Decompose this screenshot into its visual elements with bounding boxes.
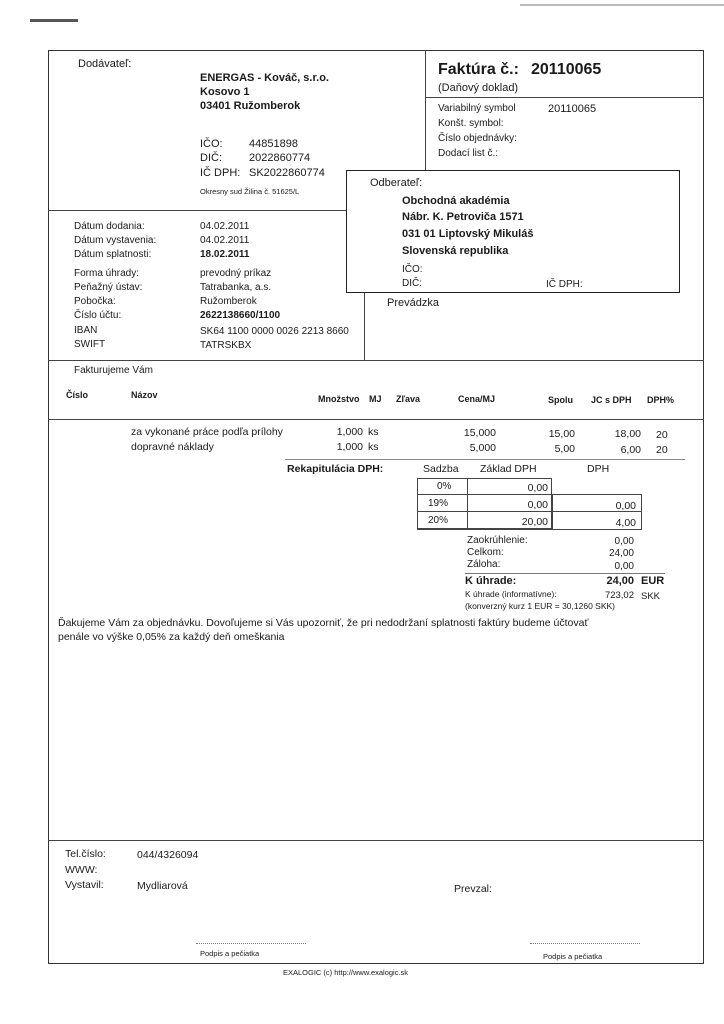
recap-separator — [285, 459, 685, 460]
invoice-order-label: Číslo objednávky: — [438, 133, 517, 144]
col-header-qty: Množstvo — [318, 394, 360, 404]
conversion-rate-note: (konverzný kurz 1 EUR = 30,1260 SKK) — [465, 601, 615, 611]
info-amount-label: K úhrade (informatívne): — [465, 589, 557, 599]
recap-vat: 0,00 — [615, 500, 636, 512]
supplier-icdph-label: IČ DPH: — [200, 167, 241, 179]
supplier-name: ENERGAS - Kováč, s.r.o. — [200, 72, 329, 84]
recap-base: 20,00 — [521, 516, 548, 528]
buyer-city: 031 01 Liptovský Mikuláš — [402, 228, 534, 240]
invoice-ks-label: Konšt. symbol: — [438, 118, 504, 129]
advance-value: 0,00 — [614, 561, 634, 572]
signature-label-right: Podpis a pečiatka — [543, 952, 603, 961]
invoice-delivery-label: Dodací list č.: — [438, 148, 499, 159]
supplier-ico: 44851898 — [249, 138, 298, 150]
item-unit-vat: 18,00 — [614, 428, 641, 440]
recap-rate: 19% — [428, 498, 449, 509]
divider-supplier-bottom — [48, 210, 346, 211]
due-date: 18.02.2011 — [200, 249, 250, 260]
recap-rate-header: Sadzba — [423, 463, 459, 475]
bank-branch-label: Pobočka: — [74, 296, 116, 307]
issue-date: 04.02.2011 — [200, 235, 250, 246]
item-unit: ks — [368, 441, 379, 453]
supplier-court: Okresny sud Žilina č. 51625/L — [200, 187, 300, 196]
delivery-date-label: Dátum dodania: — [74, 221, 145, 232]
rounding-value: 0,00 — [614, 536, 634, 547]
buyer-country: Slovenská republika — [402, 245, 509, 257]
divider-items-header — [48, 419, 704, 420]
divider-vertical-top — [425, 50, 426, 170]
invoice-subtitle: (Daňový doklad) — [438, 82, 519, 94]
supplier-dic: 2022860774 — [249, 152, 311, 164]
recap-grid-row — [417, 494, 642, 495]
recap-rate: 20% — [428, 515, 449, 526]
item-vat-pct: 20 — [656, 444, 668, 456]
buyer-label: Odberateľ: — [370, 177, 423, 189]
recap-grid-col — [467, 478, 468, 529]
account-label: Číslo účtu: — [74, 310, 122, 321]
item-unit-vat: 6,00 — [620, 444, 641, 456]
info-amount-value: 723,02 — [604, 590, 634, 601]
payment-form: prevodný príkaz — [200, 268, 272, 279]
recap-vat-col-left — [552, 494, 553, 529]
col-header-vat-pct: DPH% — [647, 395, 675, 405]
supplier-city: 03401 Ružomberok — [200, 100, 301, 112]
col-header-discount: Zľava — [396, 394, 420, 404]
top-edge-mark — [30, 19, 78, 22]
items-intro: Fakturujeme Vám — [74, 365, 153, 376]
info-amount-currency: SKK — [641, 591, 661, 602]
www-label: WWW: — [65, 864, 98, 876]
account-number: 2622138660/1100 — [200, 310, 281, 321]
total-label: Celkom: — [467, 547, 504, 558]
recap-vat-col-right — [641, 494, 642, 529]
divider-footer — [48, 840, 704, 841]
supplier-street: Kosovo 1 — [200, 86, 250, 98]
recap-base: 0,00 — [527, 482, 548, 494]
bank-name: Tatrabanka, a.s. — [200, 282, 272, 293]
recap-vat: 4,00 — [615, 517, 636, 529]
swift-value: TATRSKBX — [200, 340, 252, 351]
recap-base-header: Základ DPH — [480, 463, 537, 475]
swift-label: SWIFT — [74, 339, 106, 350]
payment-form-label: Forma úhrady: — [74, 268, 140, 279]
thanks-note-line2: penále vo výške 0,05% za každý deň omeškania — [58, 631, 285, 643]
buyer-dic-label: DIČ: — [402, 278, 422, 289]
delivery-date: 04.02.2011 — [200, 221, 250, 232]
item-total: 15,00 — [548, 428, 575, 440]
supplier-ico-label: IČO: — [200, 138, 223, 150]
supplier-icdph: SK2022860774 — [249, 167, 325, 179]
buyer-icdph-label: IČ DPH: — [546, 279, 583, 290]
col-header-no: Číslo — [66, 390, 89, 400]
item-name: dopravné náklady — [131, 441, 214, 453]
iban-label: IBAN — [74, 325, 98, 336]
invoice-title: Faktúra č.: — [438, 61, 519, 78]
supplier-label: Dodávateľ: — [78, 58, 132, 70]
issue-date-label: Dátum vystavenia: — [74, 235, 157, 246]
supplier-dic-label: DIČ: — [200, 152, 222, 164]
rounding-label: Zaokrúhlenie: — [467, 535, 528, 546]
iban-value: SK64 1100 0000 0026 2213 8660 — [200, 326, 349, 337]
signature-line-right — [530, 943, 640, 944]
bank-label: Peňažný ústav: — [74, 282, 143, 293]
col-header-unit-vat: JC s DPH — [591, 395, 632, 405]
tel-label: Tel.číslo: — [65, 848, 106, 860]
buyer-street: Nábr. K. Petroviča 1571 — [402, 211, 524, 223]
signature-line-left — [196, 943, 306, 944]
issued-by-name: Mydliarová — [137, 880, 188, 892]
buyer-name: Obchodná akadémia — [402, 195, 510, 207]
buyer-branch-label: Prevádzka — [387, 297, 439, 309]
col-header-unit: MJ — [369, 394, 382, 404]
item-name: za vykonané práce podľa prílohy — [131, 426, 283, 438]
recap-vat-header: DPH — [587, 463, 610, 475]
col-header-price: Cena/MJ — [458, 394, 496, 404]
amount-due-label: K úhrade: — [465, 575, 517, 587]
recap-title: Rekapitulácia DPH: — [287, 463, 384, 475]
totals-separator — [465, 573, 665, 574]
col-header-name: Názov — [131, 390, 158, 400]
item-price: 5,000 — [469, 442, 496, 454]
invoice-number: 20110065 — [531, 61, 602, 78]
recap-rate: 0% — [437, 481, 452, 492]
bank-branch: Ružomberok — [200, 296, 257, 307]
col-header-total: Spolu — [548, 395, 573, 405]
item-price: 15,000 — [463, 427, 496, 439]
top-edge-shadow — [520, 4, 724, 6]
total-value: 24,00 — [608, 548, 634, 559]
item-qty: 1,000 — [336, 441, 363, 453]
software-credit: EXALOGIC (c) http://www.exalogic.sk — [283, 968, 409, 977]
signature-label-left: Podpis a pečiatka — [200, 949, 260, 958]
buyer-ico-label: IČO: — [402, 264, 423, 275]
tel-value: 044/4326094 — [137, 849, 199, 861]
received-by-label: Prevzal: — [454, 883, 492, 895]
recap-base: 0,00 — [527, 499, 548, 511]
divider-items-top — [48, 360, 704, 361]
amount-due-currency: EUR — [641, 575, 665, 587]
invoice-vs: 20110065 — [548, 103, 597, 115]
thanks-note-line1: Ďakujeme Vám za objednávku. Dovoľujeme si Vás upozorniť, že pri nedodržaní splatnosti faktúry budeme účtovať — [58, 617, 589, 629]
issued-by-label: Vystavil: — [65, 879, 104, 891]
item-vat-pct: 20 — [656, 429, 668, 441]
item-unit: ks — [368, 426, 379, 438]
invoice-title-underline — [425, 97, 704, 98]
item-total: 5,00 — [554, 443, 575, 455]
recap-grid-row — [417, 529, 642, 530]
advance-label: Záloha: — [467, 559, 501, 570]
due-date-label: Dátum splatnosti: — [74, 249, 152, 260]
item-qty: 1,000 — [336, 426, 363, 438]
amount-due-value: 24,00 — [606, 575, 634, 587]
invoice-vs-label: Variabilný symbol — [438, 103, 516, 114]
